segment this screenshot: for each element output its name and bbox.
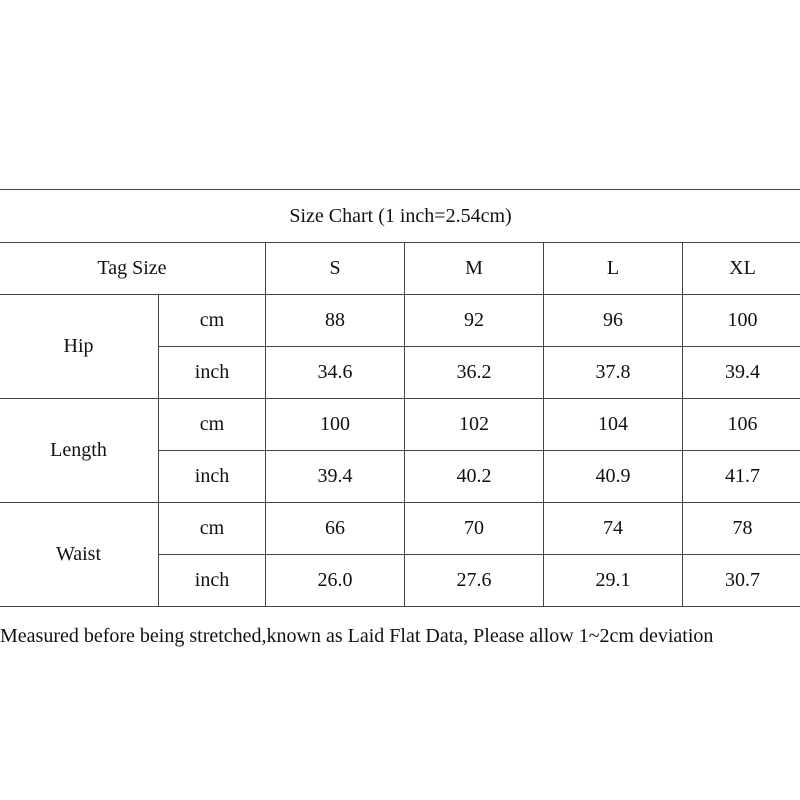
table-row bbox=[0, 399, 800, 451]
value-cell: 100 bbox=[683, 295, 800, 347]
size-header-l: L bbox=[544, 243, 683, 295]
measure-label-hip: Hip bbox=[0, 295, 159, 399]
unit-label: cm bbox=[159, 503, 266, 555]
value-cell: 70 bbox=[405, 503, 544, 555]
value-cell: 66 bbox=[266, 503, 405, 555]
tag-size-label: Tag Size bbox=[0, 243, 266, 295]
unit-label: cm bbox=[159, 399, 266, 451]
value-cell: 27.6 bbox=[405, 555, 544, 607]
value-cell: 39.4 bbox=[683, 347, 800, 399]
value-cell: 40.9 bbox=[544, 451, 683, 503]
table-row bbox=[0, 295, 800, 347]
value-cell: 100 bbox=[266, 399, 405, 451]
table-row bbox=[0, 503, 800, 555]
title-row bbox=[0, 190, 800, 243]
value-cell: 34.6 bbox=[266, 347, 405, 399]
measure-label-length: Length bbox=[0, 399, 159, 503]
size-chart-table bbox=[0, 189, 800, 607]
value-cell: 78 bbox=[683, 503, 800, 555]
value-cell: 29.1 bbox=[544, 555, 683, 607]
value-cell: 39.4 bbox=[266, 451, 405, 503]
value-cell: 30.7 bbox=[683, 555, 800, 607]
value-cell: 104 bbox=[544, 399, 683, 451]
unit-label: cm bbox=[159, 295, 266, 347]
unit-label: inch bbox=[159, 347, 266, 399]
value-cell: 40.2 bbox=[405, 451, 544, 503]
value-cell: 74 bbox=[544, 503, 683, 555]
value-cell: 106 bbox=[683, 399, 800, 451]
value-cell: 96 bbox=[544, 295, 683, 347]
value-cell: 36.2 bbox=[405, 347, 544, 399]
value-cell: 92 bbox=[405, 295, 544, 347]
value-cell: 41.7 bbox=[683, 451, 800, 503]
size-header-xl: XL bbox=[683, 243, 800, 295]
size-header-m: M bbox=[405, 243, 544, 295]
value-cell: 102 bbox=[405, 399, 544, 451]
unit-label: inch bbox=[159, 451, 266, 503]
measure-label-waist: Waist bbox=[0, 503, 159, 607]
chart-title: Size Chart (1 inch=2.54cm) bbox=[0, 190, 800, 243]
value-cell: 26.0 bbox=[266, 555, 405, 607]
header-row bbox=[0, 243, 800, 295]
size-header-s: S bbox=[266, 243, 405, 295]
unit-label: inch bbox=[159, 555, 266, 607]
value-cell: 88 bbox=[266, 295, 405, 347]
deviation-note: Measured before being stretched,known as Laid Flat Data, Please allow 1~2cm deviation bbox=[0, 625, 714, 647]
value-cell: 37.8 bbox=[544, 347, 683, 399]
